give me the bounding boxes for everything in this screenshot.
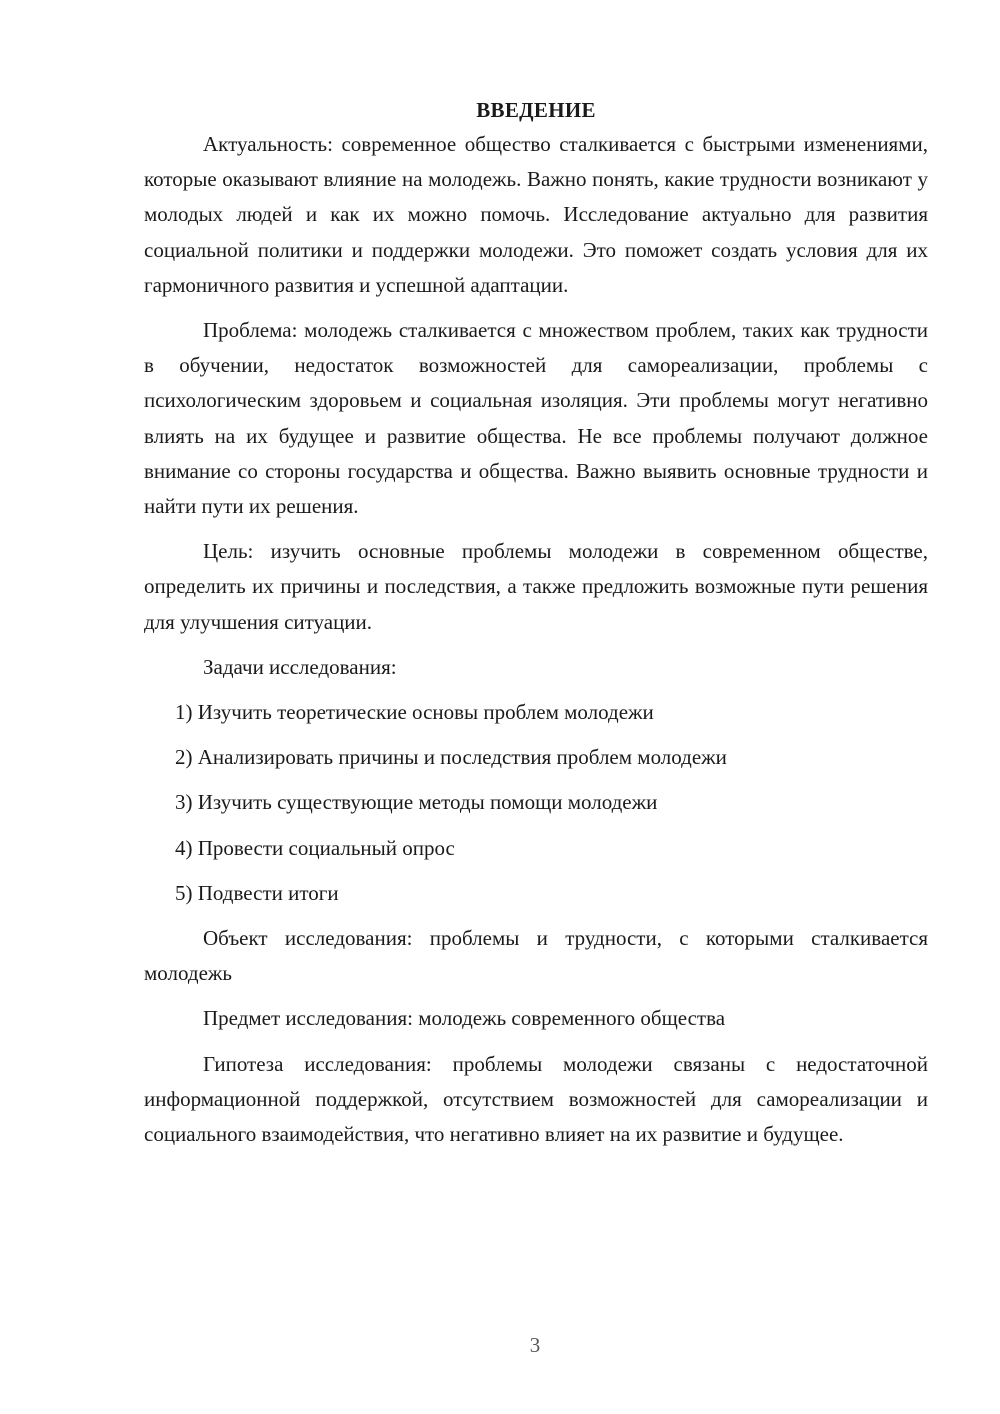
list-item: 4) Провести социальный опрос xyxy=(175,835,455,860)
paragraph-relevance: Актуальность: современное общество сталкивается с быстрыми изменениями, которые оказывают влияние на молодежь. Важно понять, какие трудности возникают у молодых людей и как их можно помочь. Исследование актуально для развития социальной политики и поддержки молодежи. Это поможет создать условия для их гармоничного развития и успешной адаптации. xyxy=(144,132,928,297)
list-item: 5) Подвести итоги xyxy=(175,880,339,905)
list-item: 3) Изучить существующие методы помощи молодежи xyxy=(175,790,658,815)
paragraph-subject: Предмет исследования: молодежь современного общества xyxy=(203,1006,726,1031)
list-item: 2) Анализировать причины и последствия проблем молодежи xyxy=(175,745,727,770)
page-title: ВВЕДЕНИЕ xyxy=(476,98,596,122)
tasks-list xyxy=(144,695,928,911)
paragraph-goal: Цель: изучить основные проблемы молодежи в современном обществе, определить их причины и последствия, а также предложить возможные пути решения для улучшения ситуации. xyxy=(144,539,928,634)
list-item: 1) Изучить теоретические основы проблем молодежи xyxy=(175,700,654,725)
paragraph-hypothesis: Гипотеза исследования: проблемы молодежи связаны с недостаточной информационной поддержкой, отсутствием возможностей для самореализации и социального взаимодействия, что негативно влияет на их развитие и будущее. xyxy=(144,1051,928,1147)
document-page xyxy=(144,95,928,1162)
paragraph-object: Объект исследования: проблемы и трудности, с которыми сталкивается молодежь xyxy=(144,926,928,986)
page-number: 3 xyxy=(529,1333,541,1357)
paragraph-problem: Проблема: молодежь сталкивается с множеством проблем, таких как трудности в обучении, недостаток возможностей для самореализации, проблемы с психологическим здоровьем и социальная изоляция. Эти проблемы могут негативно влиять на их будущее и развитие общества. Не все проблемы получают должное внимание со стороны государства и общества. Важно выявить основные трудности и найти пути их решения. xyxy=(144,318,928,519)
paragraph-tasks-title: Задачи исследования: xyxy=(203,654,397,679)
